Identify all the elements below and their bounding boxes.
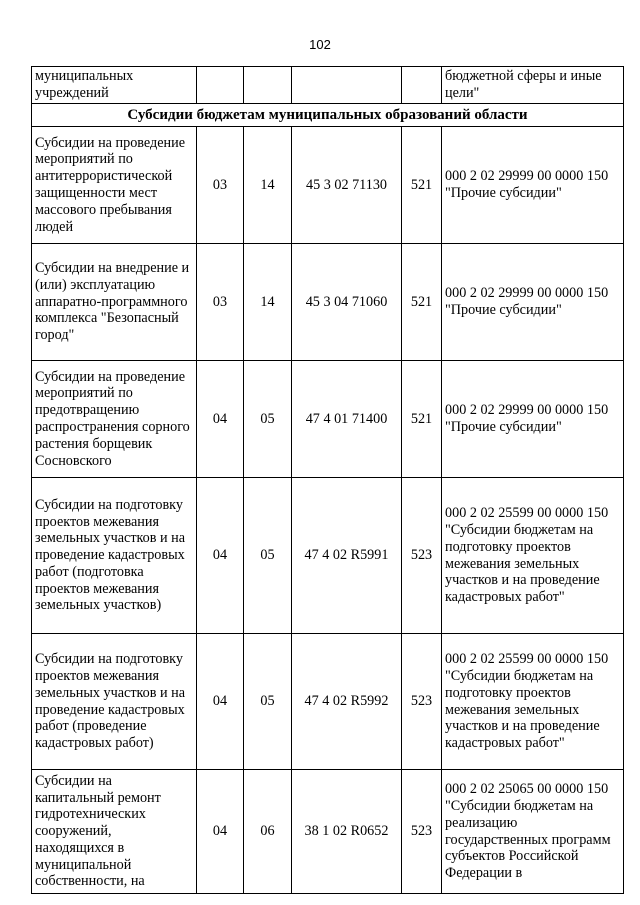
rz-cell: 04 — [197, 634, 244, 770]
row-name-cell: муниципальных учреждений — [32, 67, 197, 104]
row-name-cell: Субсидии на подготовку проектов межевания земельных участков и на проведение кадастровых работ (подготовка проектов межевания земельных участков) — [32, 478, 197, 634]
vr-cell: 521 — [402, 361, 442, 478]
row-name-cell: Субсидии на проведение мероприятий по антитеррористической защищенности мест массового пребывания людей — [32, 127, 197, 244]
pr-cell: 05 — [244, 361, 292, 478]
kbk-cell: 000 2 02 29999 00 0000 150 "Прочие субсидии" — [442, 244, 624, 361]
budget-table — [31, 66, 624, 894]
csr-cell: 45 3 04 71060 — [292, 244, 402, 361]
pr-cell: 14 — [244, 127, 292, 244]
pr-cell — [244, 67, 292, 104]
section-title: Субсидии бюджетам муниципальных образований области — [32, 104, 624, 127]
csr-cell: 45 3 02 71130 — [292, 127, 402, 244]
rz-cell: 04 — [197, 770, 244, 894]
rz-cell: 04 — [197, 361, 244, 478]
vr-cell: 523 — [402, 634, 442, 770]
csr-cell — [292, 67, 402, 104]
row-name-cell: Субсидии на капитальный ремонт гидротехнических сооружений, находящихся в муниципальной собственности, на — [32, 770, 197, 894]
table-row — [32, 361, 624, 478]
row-name-cell: Субсидии на подготовку проектов межевания земельных участков и на проведение кадастровых работ (проведение кадастровых работ) — [32, 634, 197, 770]
section-header-row — [32, 104, 624, 127]
vr-cell — [402, 67, 442, 104]
kbk-cell: 000 2 02 29999 00 0000 150 "Прочие субсидии" — [442, 127, 624, 244]
table-row — [32, 244, 624, 361]
rz-cell: 04 — [197, 478, 244, 634]
table-row-continuation — [32, 67, 624, 104]
rz-cell — [197, 67, 244, 104]
table-row — [32, 478, 624, 634]
pr-cell: 05 — [244, 478, 292, 634]
csr-cell: 38 1 02 R0652 — [292, 770, 402, 894]
row-name-cell: Субсидии на внедрение и (или) эксплуатацию аппаратно-программного комплекса "Безопасный город" — [32, 244, 197, 361]
kbk-cell: 000 2 02 25599 00 0000 150 "Субсидии бюджетам на подготовку проектов межевания земельных участков и на проведение кадастровых работ" — [442, 634, 624, 770]
table-row — [32, 770, 624, 894]
vr-cell: 523 — [402, 770, 442, 894]
kbk-cell: бюджетной сферы и иные цели" — [442, 67, 624, 104]
vr-cell: 521 — [402, 127, 442, 244]
table-row — [32, 127, 624, 244]
vr-cell: 523 — [402, 478, 442, 634]
vr-cell: 521 — [402, 244, 442, 361]
csr-cell: 47 4 02 R5991 — [292, 478, 402, 634]
kbk-cell: 000 2 02 29999 00 0000 150 "Прочие субсидии" — [442, 361, 624, 478]
pr-cell: 05 — [244, 634, 292, 770]
row-name-cell: Субсидии на проведение мероприятий по предотвращению распространения сорного растения борщевик Сосновского — [32, 361, 197, 478]
pr-cell: 14 — [244, 244, 292, 361]
rz-cell: 03 — [197, 244, 244, 361]
pr-cell: 06 — [244, 770, 292, 894]
page-number: 102 — [309, 37, 331, 52]
kbk-cell: 000 2 02 25065 00 0000 150 "Субсидии бюджетам на реализацию государственных программ субъектов Российской Федерации в — [442, 770, 624, 894]
kbk-cell: 000 2 02 25599 00 0000 150 "Субсидии бюджетам на подготовку проектов межевания земельных участков и на проведение кадастровых работ" — [442, 478, 624, 634]
csr-cell: 47 4 02 R5992 — [292, 634, 402, 770]
rz-cell: 03 — [197, 127, 244, 244]
csr-cell: 47 4 01 71400 — [292, 361, 402, 478]
table-row — [32, 634, 624, 770]
